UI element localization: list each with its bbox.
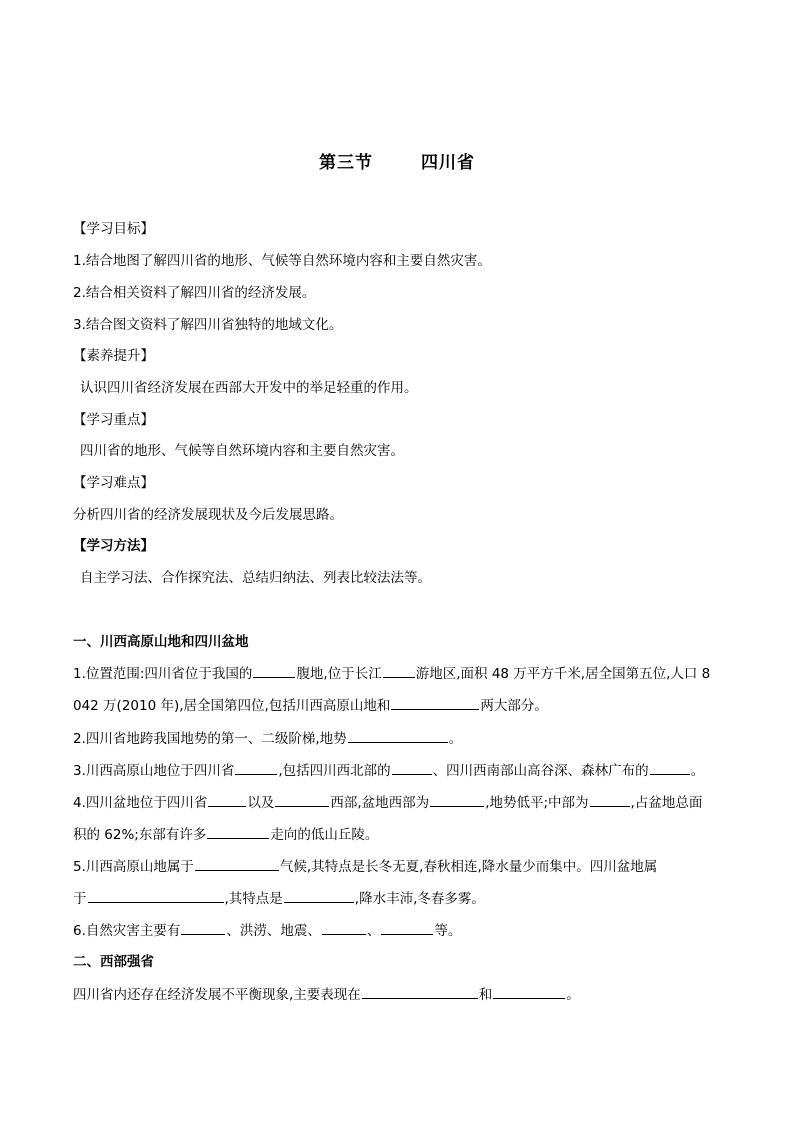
answer-blank[interactable]	[493, 985, 565, 999]
question-5-line-2: 于 ,其特点是 ,降水丰沛,冬春多雾。	[73, 891, 485, 907]
key-text: 四川省的地形、气候等自然环境内容和主要自然灾害。	[80, 443, 404, 459]
title-province: 四川省	[421, 153, 475, 173]
answer-blank[interactable]	[275, 793, 329, 807]
answer-blank[interactable]	[284, 889, 354, 903]
answer-blank[interactable]	[253, 664, 295, 678]
goals-header: 【学习目标】	[73, 221, 154, 237]
goal-item: 1.结合地图了解四川省的地形、气候等自然环境内容和主要自然灾害。	[73, 253, 491, 269]
answer-blank[interactable]	[322, 921, 366, 935]
question-3: 3.川西高原山地位于四川省 ,包括四川西北部的 、四川西南部山高谷深、森林广布的 。	[73, 763, 705, 779]
key-header: 【学习重点】	[73, 412, 154, 428]
answer-blank[interactable]	[362, 985, 478, 999]
answer-blank[interactable]	[383, 664, 415, 678]
question-5-line-1: 5.川西高原山地属于 气候,其特点是长冬无夏,春秋相连,降水量少而集中。四川盆地属	[73, 859, 658, 875]
question-6: 6.自然灾害主要有 、洪涝、地震、 、 等。	[73, 923, 462, 939]
title-section: 第三节	[319, 153, 373, 173]
section-2-title: 二、西部强省	[73, 954, 154, 970]
page-title	[0, 148, 794, 173]
question-1-line-2: 042 万(2010 年),居全国第四位,包括川西高原山地和 两大部分。	[73, 698, 548, 714]
question-2: 2.四川省地跨我国地势的第一、二级阶梯,地势 。	[73, 731, 463, 747]
answer-blank[interactable]	[430, 793, 484, 807]
method-header: 【学习方法】	[73, 538, 154, 554]
answer-blank[interactable]	[195, 857, 279, 871]
difficulty-header: 【学习难点】	[73, 475, 154, 491]
question-1-line-1: 1.位置范围:四川省位于我国的 腹地,位于长江 游地区,面积 48 万平方千米,居全国第五位,人口 8	[73, 666, 711, 682]
answer-blank[interactable]	[348, 729, 448, 743]
answer-blank[interactable]	[181, 921, 225, 935]
question-7: 四川省内还存在经济发展不平衡现象,主要表现在 和 。	[73, 987, 580, 1003]
answer-blank[interactable]	[590, 793, 630, 807]
difficulty-text: 分析四川省的经济发展现状及今后发展思路。	[73, 507, 343, 523]
answer-blank[interactable]	[88, 889, 224, 903]
answer-blank[interactable]	[650, 761, 690, 775]
question-4-line-2: 积的 62%;东部有许多 走向的低山丘陵。	[73, 827, 379, 843]
answer-blank[interactable]	[208, 793, 246, 807]
question-4-line-1: 4.四川盆地位于四川省 以及 西部,盆地西部为 ,地势低平;中部为 ,占盆地总面	[73, 795, 703, 811]
answer-blank[interactable]	[207, 825, 269, 839]
answer-blank[interactable]	[392, 761, 432, 775]
answer-blank[interactable]	[391, 696, 479, 710]
literacy-header: 【素养提升】	[73, 348, 154, 364]
section-1-title: 一、川西高原山地和四川盆地	[73, 634, 249, 650]
literacy-text: 认识四川省经济发展在西部大开发中的举足轻重的作用。	[80, 380, 418, 396]
goal-item: 3.结合图文资料了解四川省独特的地域文化。	[73, 317, 343, 333]
method-text: 自主学习法、合作探究法、总结归纳法、列表比较法法等。	[80, 570, 431, 586]
answer-blank[interactable]	[235, 761, 277, 775]
answer-blank[interactable]	[381, 921, 433, 935]
goal-item: 2.结合相关资料了解四川省的经济发展。	[73, 285, 316, 301]
